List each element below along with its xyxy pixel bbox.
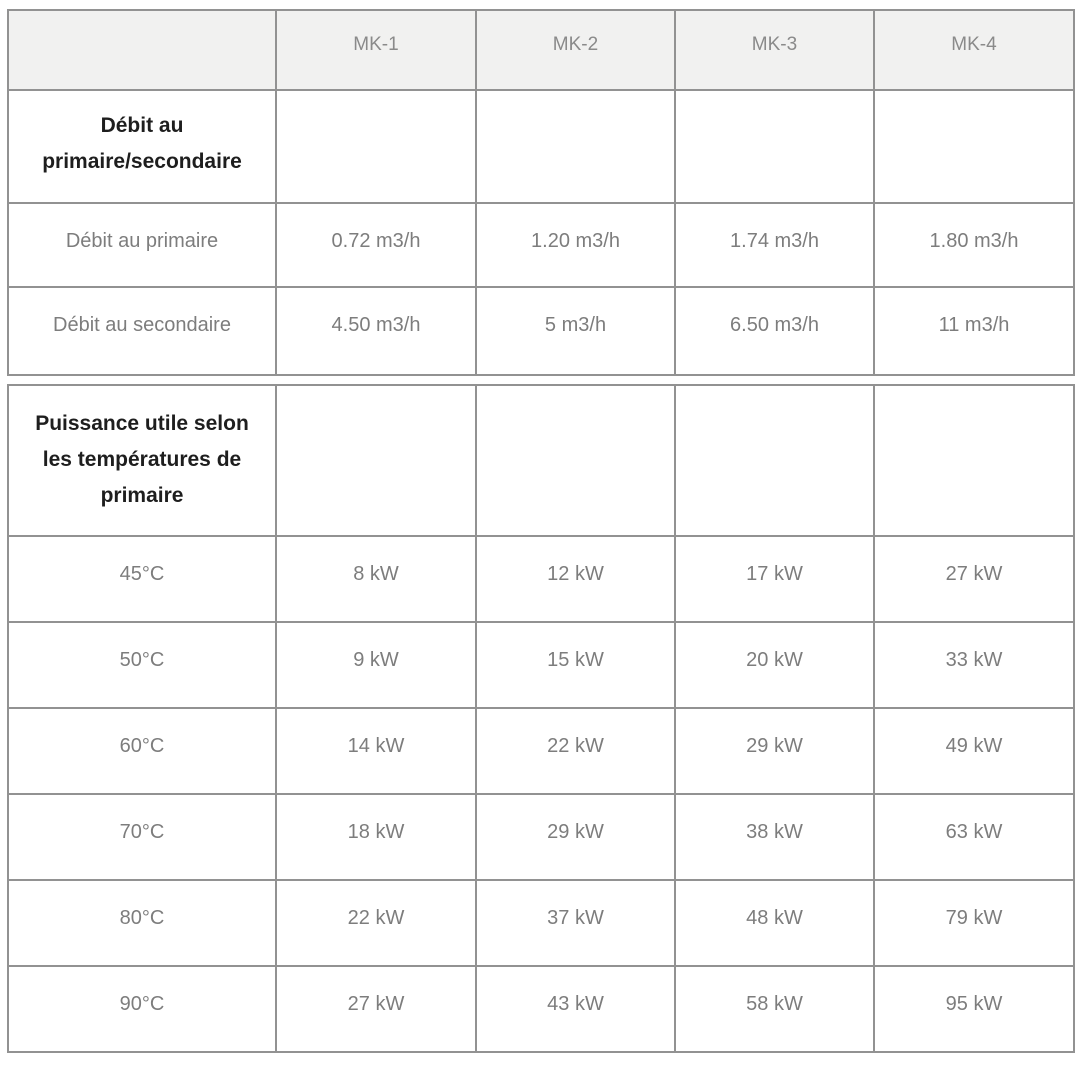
table-row-70c [8,794,1074,880]
cell-value: 11 m3/h [874,287,1074,375]
cell-value: 27 kW [276,966,476,1052]
table-row-50c [8,622,1074,708]
cell-value: 17 kW [675,536,874,622]
cell-value: 15 kW [476,622,675,708]
cell-value: 14 kW [276,708,476,794]
cell-value: 22 kW [276,880,476,966]
cell-value: 18 kW [276,794,476,880]
cell-value: 1.80 m3/h [874,203,1074,287]
power-section-title-line1: Puissance utile selon [35,412,249,435]
cell-value: 49 kW [874,708,1074,794]
header-mk4: MK-4 [874,10,1074,90]
cell-value: 79 kW [874,880,1074,966]
row-label: 45°C [8,536,276,622]
cell-value: 6.50 m3/h [675,287,874,375]
flow-section-title [8,90,276,203]
row-label: 90°C [8,966,276,1052]
cell-value: 4.50 m3/h [276,287,476,375]
cell-value: 8 kW [276,536,476,622]
table-row-80c [8,880,1074,966]
cell-value: 43 kW [476,966,675,1052]
flow-rate-table [7,9,1075,376]
table-row-primary-flow [8,203,1074,287]
empty-cell [874,90,1074,203]
empty-cell [476,90,675,203]
cell-value: 9 kW [276,622,476,708]
cell-value: 5 m3/h [476,287,675,375]
cell-value: 63 kW [874,794,1074,880]
table-row-90c [8,966,1074,1052]
row-label: Débit au primaire [8,203,276,287]
cell-value: 38 kW [675,794,874,880]
cell-value: 1.74 m3/h [675,203,874,287]
cell-value: 1.20 m3/h [476,203,675,287]
empty-cell [675,385,874,536]
table-row-60c [8,708,1074,794]
flow-section-title-line2: primaire/secondaire [42,150,242,173]
power-section-title-line2: les températures de [42,448,242,471]
row-label: 60°C [8,708,276,794]
cell-value: 29 kW [675,708,874,794]
header-mk3: MK-3 [675,10,874,90]
row-label: 50°C [8,622,276,708]
empty-cell [276,385,476,536]
row-label: Débit au secondaire [8,287,276,375]
cell-value: 58 kW [675,966,874,1052]
empty-cell [276,90,476,203]
cell-value: 20 kW [675,622,874,708]
empty-cell [476,385,675,536]
header-mk1: MK-1 [276,10,476,90]
flow-section-title-line1: Débit au [100,114,184,137]
column-header-row [8,10,1074,90]
row-label: 70°C [8,794,276,880]
empty-cell [675,90,874,203]
power-section-title-row [8,385,1074,536]
cell-value: 95 kW [874,966,1074,1052]
cell-value: 37 kW [476,880,675,966]
header-mk2: MK-2 [476,10,675,90]
table-row-45c [8,536,1074,622]
power-table [7,384,1075,1053]
cell-value: 27 kW [874,536,1074,622]
cell-value: 48 kW [675,880,874,966]
cell-value: 12 kW [476,536,675,622]
power-section-title-line3: primaire [100,484,184,507]
power-section-title [8,385,276,536]
empty-cell [874,385,1074,536]
cell-value: 22 kW [476,708,675,794]
cell-value: 0.72 m3/h [276,203,476,287]
cell-value: 33 kW [874,622,1074,708]
cell-value: 29 kW [476,794,675,880]
header-empty-cell [8,10,276,90]
row-label: 80°C [8,880,276,966]
flow-section-title-row [8,90,1074,203]
table-row-secondary-flow [8,287,1074,375]
